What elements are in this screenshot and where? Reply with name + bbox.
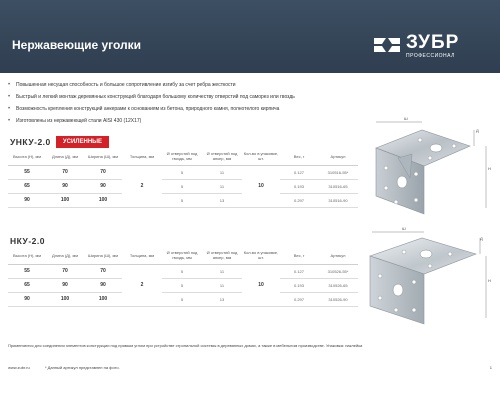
cell-nail-hole: 5 [162,264,202,278]
dim-label-length: Д [476,128,479,133]
cell-weight: 0.193 [280,179,318,193]
dim-label-height: Н [488,278,491,283]
page-number: 1 [489,365,492,370]
cell-width: 100 [84,193,122,207]
col-pack: Кол-во в упаковке, шт. [242,247,280,264]
cell-anchor-hole: 11 [202,179,242,193]
feature-item: • Повышенная несущая способность и большое сопротивление изгибу за счет ребра жесткости [8,79,498,91]
table-header-row [8,247,358,264]
table-row [8,264,358,278]
model-title-unku: УНКУ-2.0 [10,137,51,147]
spec-table-nku [8,247,358,307]
cell-height: 90 [8,193,46,207]
cell-width: 100 [84,292,122,306]
col-sku: Артикул [318,148,358,165]
product-image-nku [360,228,492,330]
col-width: Ширина (Ш), мм [84,247,122,264]
brand-subtitle: ПРОФЕССИОНАЛ [406,53,455,59]
cell-weight: 0.127 [280,264,318,278]
cell-length: 100 [46,292,84,306]
cell-height: 65 [8,179,46,193]
col-sku: Артикул [318,247,358,264]
cell-thickness: 2 [122,165,162,207]
reinforced-badge: УСИЛЕННЫЕ [56,136,109,148]
cell-weight: 0.127 [280,165,318,179]
cell-thickness: 2 [122,264,162,306]
cell-length: 90 [46,179,84,193]
cell-sku: 310516-55* [318,165,358,179]
usage-note: Применяются для соединения элементов конструкции под прямым углом при устройстве стропильной системы в деревянных домах, а также в мебельном производстве. Упаковка: наклейка [8,343,363,348]
dim-label-length: Д [480,236,483,241]
photo-note: * Данный артикул представлен на фото. [45,365,120,370]
dim-label-width: Ш [402,226,406,231]
col-width: Ширина (Ш), мм [84,148,122,165]
col-nail-hole: Ø отверстий под гвоздь, мм [162,148,202,165]
cell-nail-hole: 5 [162,193,202,207]
cell-weight: 0.193 [280,278,318,292]
feature-item: • Возможность крепления конструкций анкерами к основаниям из бетона, природного камня, полнотелого кирпича [8,103,498,115]
spec-table-unku [8,148,358,208]
table-row [8,179,358,193]
feature-item: • Изготовлены из нержавеющей стали AISI 430 (12Х17) [8,115,498,127]
cell-pack: 10 [242,165,280,207]
cell-width: 70 [84,165,122,179]
col-weight: Вес, г [280,148,318,165]
website-link[interactable]: www.zubr.ru [8,365,30,370]
cell-nail-hole: 5 [162,292,202,306]
cell-height: 65 [8,278,46,292]
brand-logo [372,32,490,60]
cell-nail-hole: 5 [162,179,202,193]
cell-anchor-hole: 11 [202,165,242,179]
cell-anchor-hole: 13 [202,292,242,306]
col-anchor-hole: Ø отверстий под анкер, мм [202,247,242,264]
cell-length: 70 [46,165,84,179]
page-title: Нержавеющие уголки [12,38,142,52]
table-row [8,292,358,306]
brand-emblem-icon [372,34,402,56]
cell-width: 90 [84,278,122,292]
cell-height: 55 [8,264,46,278]
dim-label-width: Ш [404,116,408,121]
col-weight: Вес, г [280,247,318,264]
cell-weight: 0.297 [280,292,318,306]
table-row [8,278,358,292]
cell-sku: 310526-90 [318,292,358,306]
cell-anchor-hole: 11 [202,278,242,292]
dim-label-height: Н [488,166,491,171]
cell-sku: 310526-55* [318,264,358,278]
col-pack: Кол-во в упаковке, шт. [242,148,280,165]
model-title-nku: НКУ-2.0 [10,236,45,246]
brand-name: ЗУБР [406,32,460,53]
cell-sku: 310516-65 [318,179,358,193]
table-row [8,165,358,179]
cell-nail-hole: 5 [162,165,202,179]
col-length: Длина (Д), мм [46,247,84,264]
cell-pack: 10 [242,264,280,306]
cell-height: 55 [8,165,46,179]
col-thickness: Толщина, мм [122,148,162,165]
cell-sku: 310526-65 [318,278,358,292]
page-header [0,0,500,73]
col-anchor-hole: Ø отверстий под анкер, мм [202,148,242,165]
table-header-row [8,148,358,165]
feature-item: • Быстрый и легкий монтаж деревянных конструкций благодаря большому количеству отверстий под саморез или гвоздь [8,91,498,103]
cell-length: 90 [46,278,84,292]
cell-height: 90 [8,292,46,306]
cell-length: 100 [46,193,84,207]
col-height: Высота (Н), мм [8,247,46,264]
col-nail-hole: Ø отверстий под гвоздь, мм [162,247,202,264]
product-image-unku [362,118,492,220]
cell-weight: 0.297 [280,193,318,207]
cell-nail-hole: 5 [162,278,202,292]
cell-anchor-hole: 13 [202,193,242,207]
cell-length: 70 [46,264,84,278]
cell-width: 90 [84,179,122,193]
col-height: Высота (Н), мм [8,148,46,165]
cell-anchor-hole: 11 [202,264,242,278]
table-row [8,193,358,207]
cell-sku: 310516-90 [318,193,358,207]
col-length: Длина (Д), мм [46,148,84,165]
cell-width: 70 [84,264,122,278]
col-thickness: Толщина, мм [122,247,162,264]
